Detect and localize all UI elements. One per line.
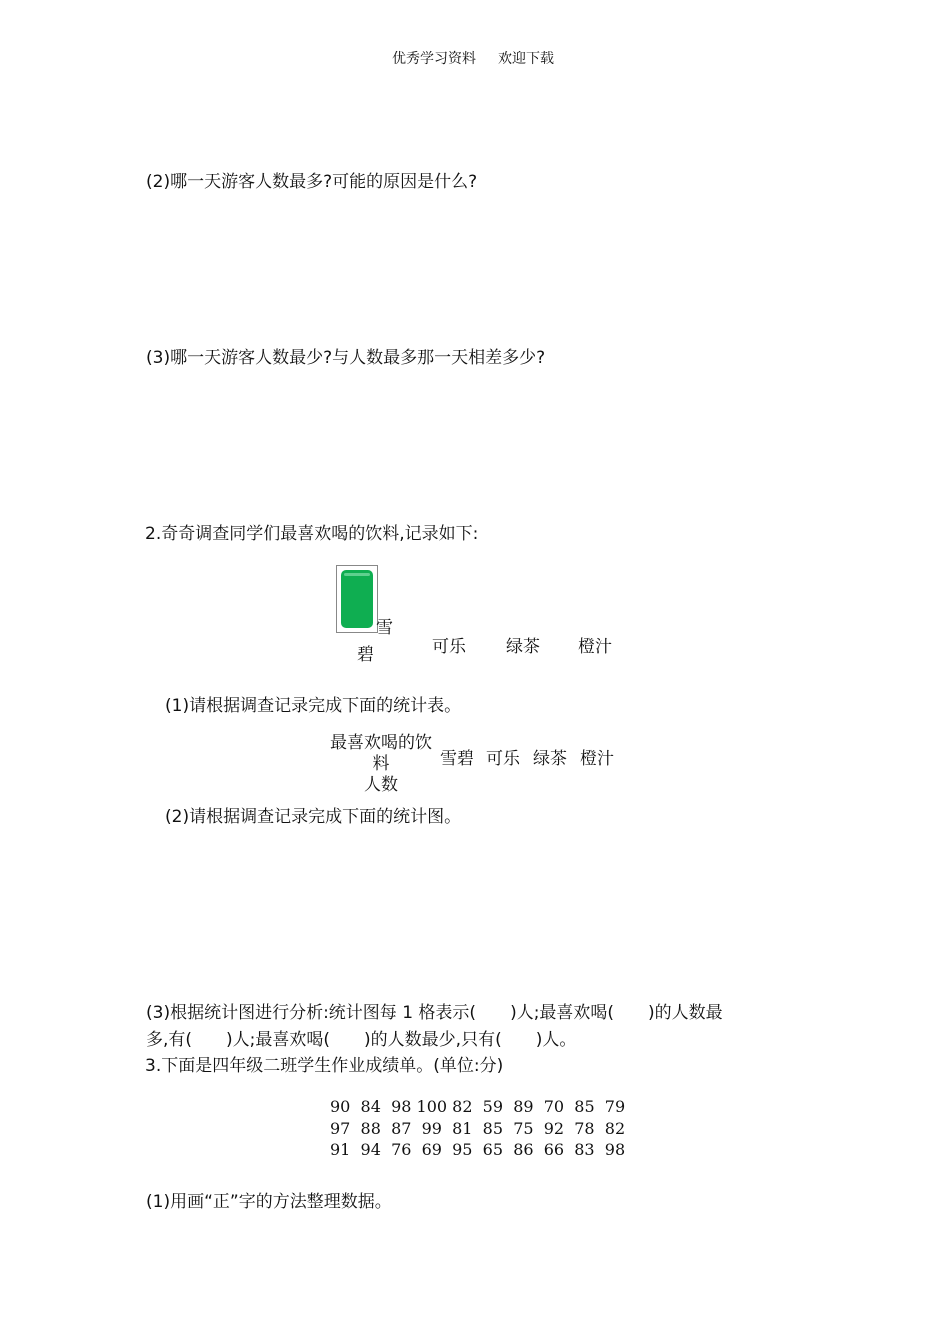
table-header-drink: 最喜欢喝的饮料	[330, 733, 432, 774]
score-row: 97 88 87 99 81 85 75 92 78 82	[330, 1118, 626, 1138]
stat-table-row-headers	[330, 733, 432, 796]
table-col-kele: 可乐	[486, 749, 520, 769]
problem-2-sub-1: (1)请根据调查记录完成下面的统计表。	[165, 696, 462, 716]
header-right-text: 欢迎下载	[498, 51, 554, 67]
header-left-text: 优秀学习资料	[392, 51, 476, 67]
sub-3-line-1: (3)根据统计图进行分析:统计图每 1 格表示( )人;最喜欢喝( )的人数最	[146, 1003, 723, 1023]
drink-label-kele: 可乐	[432, 637, 466, 657]
score-list	[330, 1096, 625, 1161]
score-row: 91 94 76 69 95 65 86 66 83 98	[330, 1140, 626, 1159]
table-col-xuebi: 雪碧	[440, 749, 474, 769]
table-col-chengzhi: 橙汁	[580, 749, 614, 769]
problem-2-sub-3	[146, 1000, 723, 1054]
problem-2-intro: 2.奇奇调查同学们最喜欢喝的饮料,记录如下:	[145, 524, 479, 544]
problem-3-sub-1: (1)用画“正”字的方法整理数据。	[146, 1192, 392, 1212]
question-2: (2)哪一天游客人数最多?可能的原因是什么?	[146, 172, 478, 192]
question-3: (3)哪一天游客人数最少?与人数最多那一天相差多少?	[146, 348, 546, 368]
problem-2-sub-2: (2)请根据调查记录完成下面的统计图。	[165, 807, 462, 827]
table-col-lvcha: 绿茶	[533, 749, 567, 769]
problem-3-intro: 3.下面是四年级二班学生作业成绩单。(单位:分)	[145, 1056, 504, 1076]
green-can-icon	[341, 570, 373, 628]
sub-3-line-2: 多,有( )人;最喜欢喝( )的人数最少,只有( )人。	[146, 1030, 577, 1050]
drink-label-chengzhi: 橙汁	[578, 637, 612, 657]
score-row: 90 84 98 100 82 59 89 70 85 79	[330, 1097, 626, 1116]
soda-can-picture	[336, 565, 378, 633]
drink-label-xuebi-1: 雪	[376, 618, 393, 638]
page-header	[392, 48, 554, 68]
drink-label-xuebi-2: 碧	[357, 645, 374, 665]
drink-label-lvcha: 绿茶	[506, 637, 540, 657]
table-header-count: 人数	[364, 775, 398, 795]
